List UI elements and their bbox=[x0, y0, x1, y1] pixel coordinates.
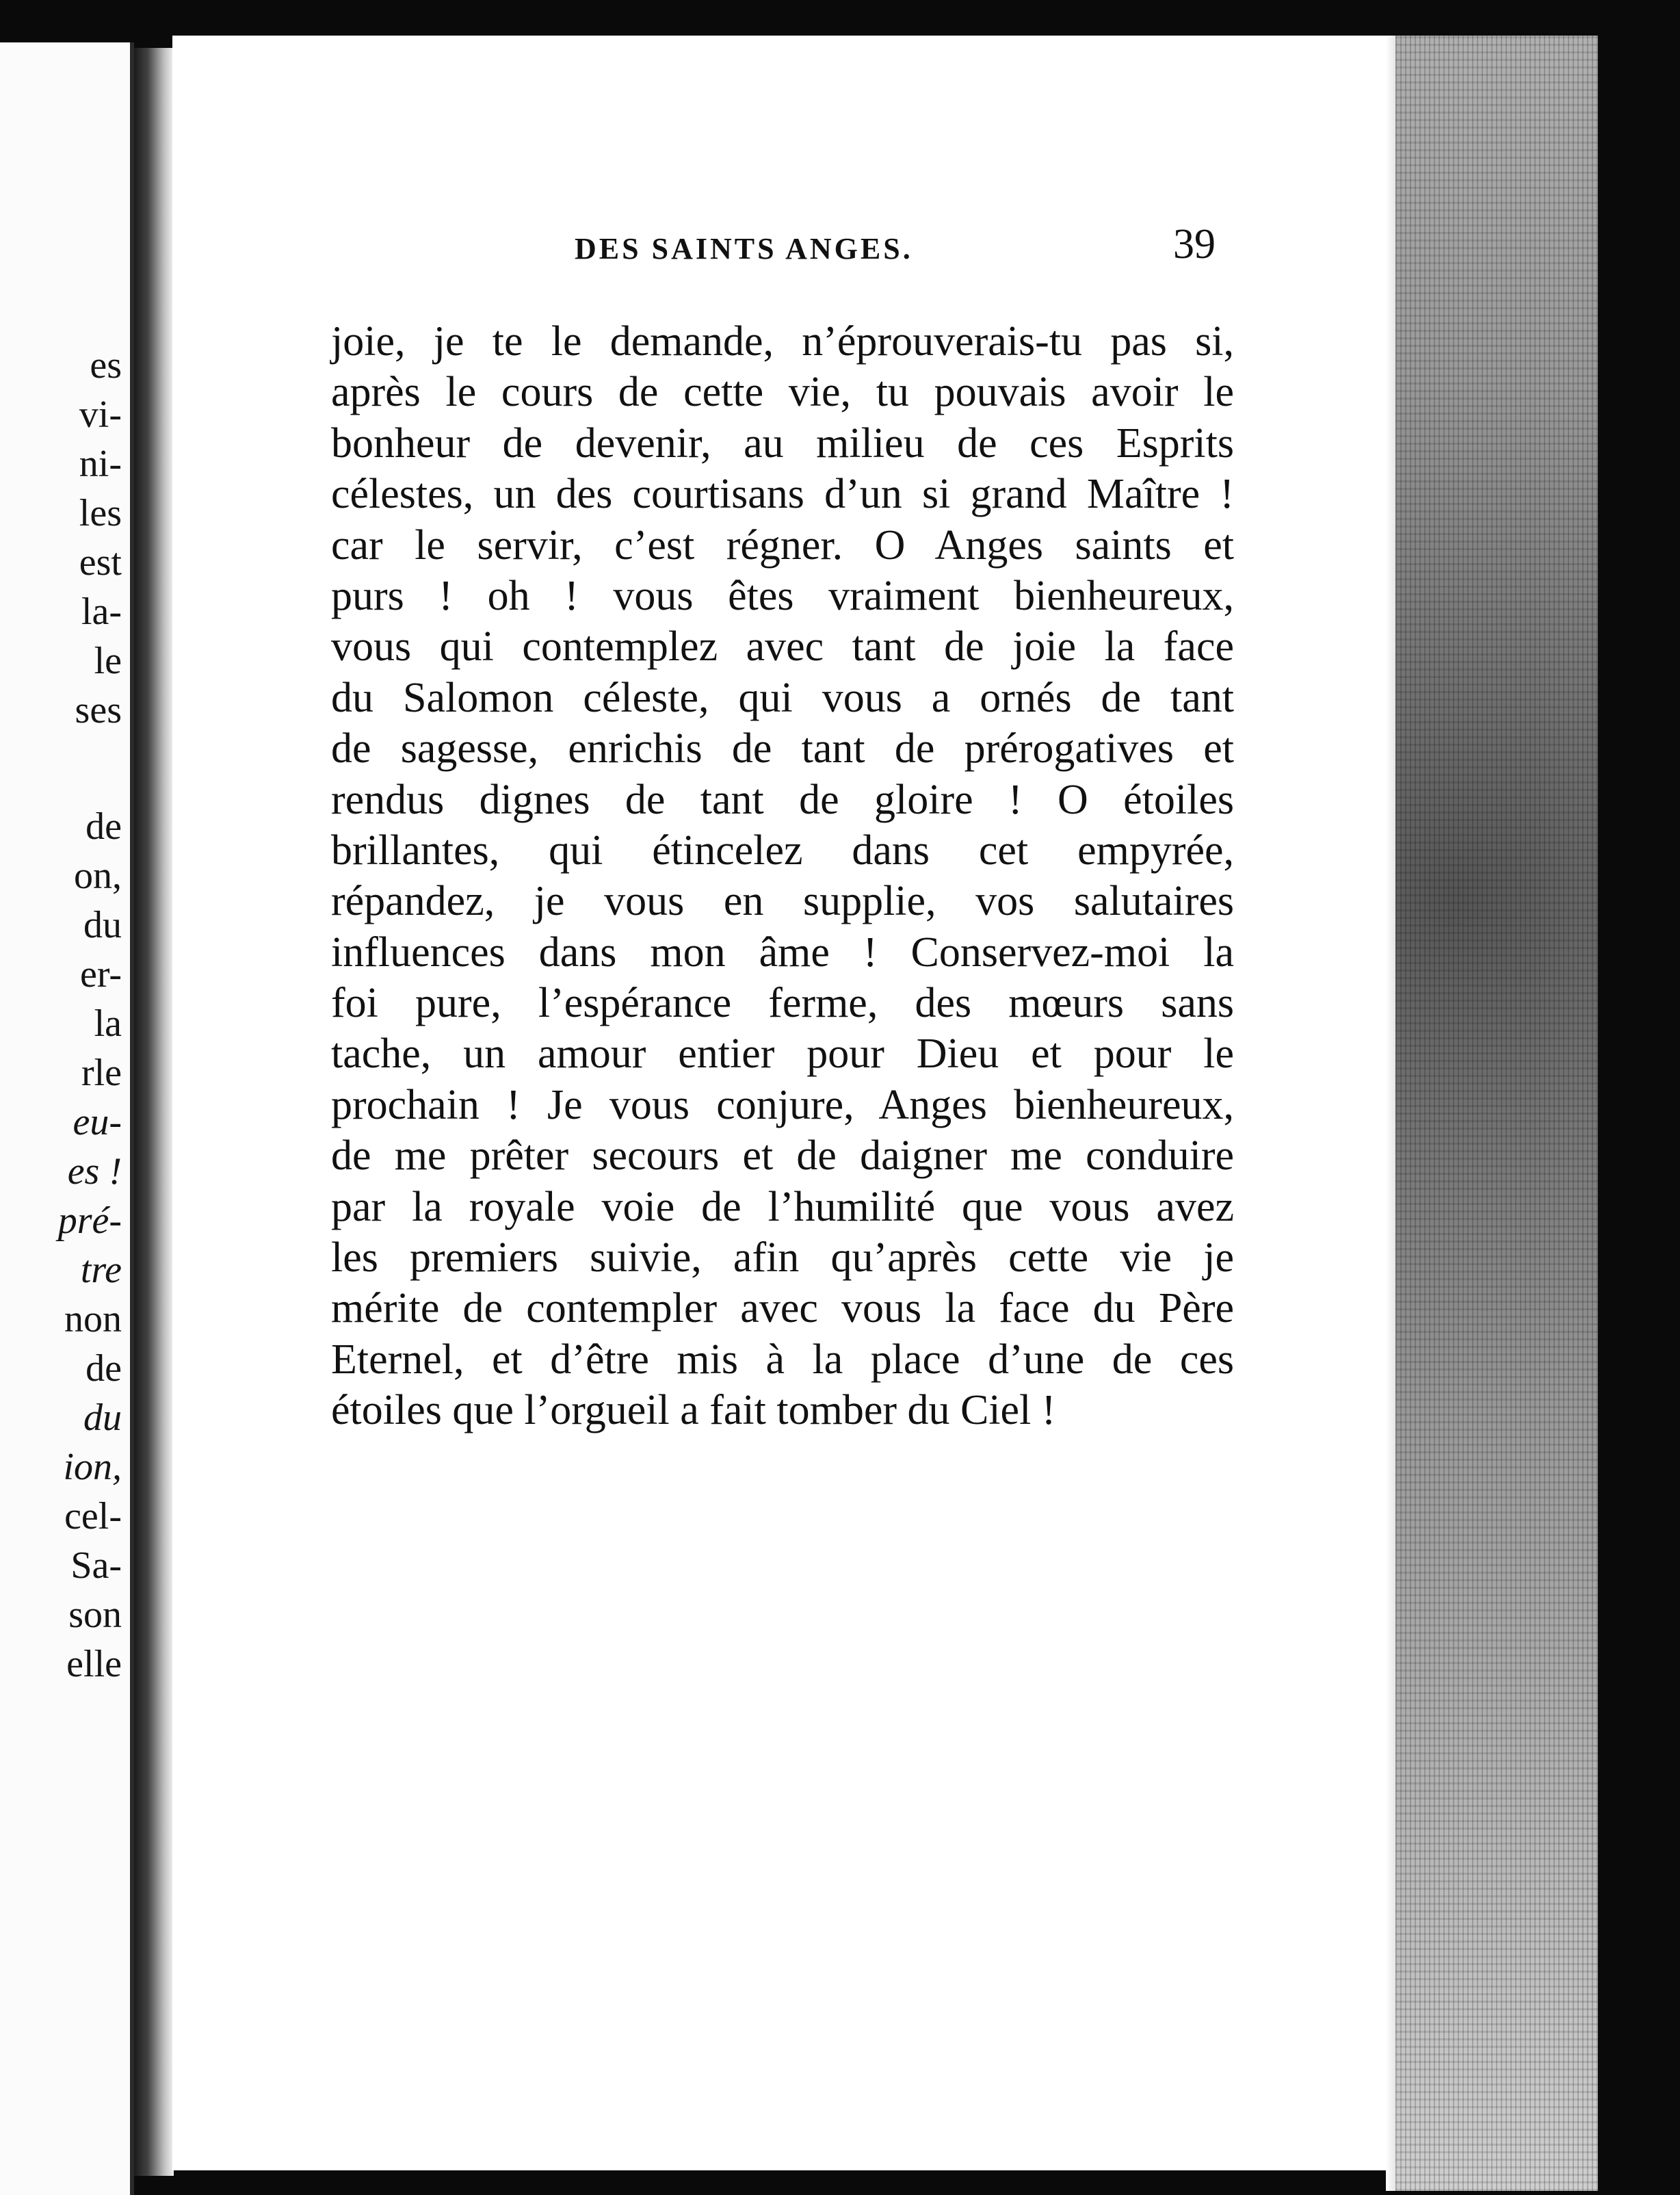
text-line: les premiers suivie, afin qu’après cette vie je bbox=[331, 1234, 1234, 1282]
text-line: de sagesse, enrichis de tant de prérogatives et bbox=[331, 725, 1234, 772]
left-fragment: la bbox=[94, 1002, 122, 1045]
left-fragment: es bbox=[90, 344, 122, 387]
left-fragment: les bbox=[79, 492, 122, 534]
left-fragment: ion, bbox=[63, 1446, 122, 1488]
text-line: purs ! oh ! vous êtes vraiment bienheureux, bbox=[331, 572, 1234, 619]
previous-page-fragment bbox=[0, 42, 134, 2195]
left-fragment: pré- bbox=[57, 1199, 122, 1242]
left-fragment: du bbox=[83, 904, 122, 946]
text-line: Eternel, et d’être mis à la place d’une de ces bbox=[331, 1336, 1234, 1383]
text-line: célestes, un des courtisans d’un si grand Maître ! bbox=[331, 471, 1234, 518]
text-line: car le servir, c’est régner. O Anges saints et bbox=[331, 521, 1234, 569]
left-fragment: er- bbox=[79, 953, 122, 996]
left-fragment: eu- bbox=[73, 1101, 122, 1143]
running-header: DES SAINTS ANGES. bbox=[575, 232, 913, 265]
text-line: vous qui contemplez avec tant de joie la face bbox=[331, 623, 1234, 671]
left-fragment: tre bbox=[80, 1249, 122, 1291]
left-fragment: son bbox=[68, 1594, 122, 1636]
text-line: répandez, je vous en supplie, vos salutaires bbox=[331, 878, 1234, 925]
left-fragment: du bbox=[83, 1397, 122, 1439]
text-line: par la royale voie de l’humilité que vous avez bbox=[331, 1183, 1234, 1230]
left-fragment: est bbox=[79, 541, 122, 584]
text-line: de me prêter secours et de daigner me conduire bbox=[331, 1132, 1234, 1180]
text-line: prochain ! Je vous conjure, Anges bienheureux, bbox=[331, 1081, 1234, 1128]
text-line: brillantes, qui étincelez dans cet empyrée, bbox=[331, 827, 1234, 874]
text-line: après le cours de cette vie, tu pouvais avoir le bbox=[331, 369, 1234, 416]
left-fragment: le bbox=[94, 640, 122, 682]
left-fragment: cel- bbox=[64, 1495, 122, 1537]
page-number: 39 bbox=[1173, 221, 1216, 268]
text-line: influences dans mon âme ! Conservez-moi la bbox=[331, 928, 1234, 976]
left-fragment: elle bbox=[66, 1643, 122, 1685]
text-line: étoiles que l’orgueil a fait tomber du Ciel ! bbox=[331, 1387, 1056, 1434]
text-line: foi pure, l’espérance ferme, des mœurs sans bbox=[331, 980, 1234, 1027]
left-fragment: ni- bbox=[79, 443, 122, 485]
left-fragment: de bbox=[86, 1347, 122, 1390]
text-line: mérite de contempler avec vous la face du Père bbox=[331, 1285, 1234, 1332]
page-stack-edge bbox=[1395, 36, 1598, 2191]
left-fragment: non bbox=[64, 1298, 122, 1340]
left-fragment: la- bbox=[81, 590, 122, 633]
book-gutter bbox=[134, 48, 174, 2176]
body-text bbox=[331, 316, 1234, 1436]
left-fragment: ses bbox=[75, 689, 122, 731]
text-line: joie, je te le demande, n’éprouverais-tu pas si, bbox=[331, 318, 1234, 365]
left-fragment: rle bbox=[81, 1052, 122, 1094]
left-fragment: vi- bbox=[79, 393, 122, 436]
left-fragment: Sa- bbox=[70, 1544, 122, 1587]
scan-backdrop-right bbox=[1598, 0, 1680, 2195]
text-line: rendus dignes de tant de gloire ! O étoiles bbox=[331, 776, 1234, 823]
left-fragment: es ! bbox=[67, 1150, 122, 1193]
text-line: du Salomon céleste, qui vous a ornés de tant bbox=[331, 674, 1234, 721]
text-line: bonheur de devenir, au milieu de ces Esprits bbox=[331, 419, 1234, 467]
left-fragment: on, bbox=[74, 855, 122, 897]
text-line: tache, un amour entier pour Dieu et pour le bbox=[331, 1030, 1234, 1078]
left-fragment: de bbox=[86, 805, 122, 848]
